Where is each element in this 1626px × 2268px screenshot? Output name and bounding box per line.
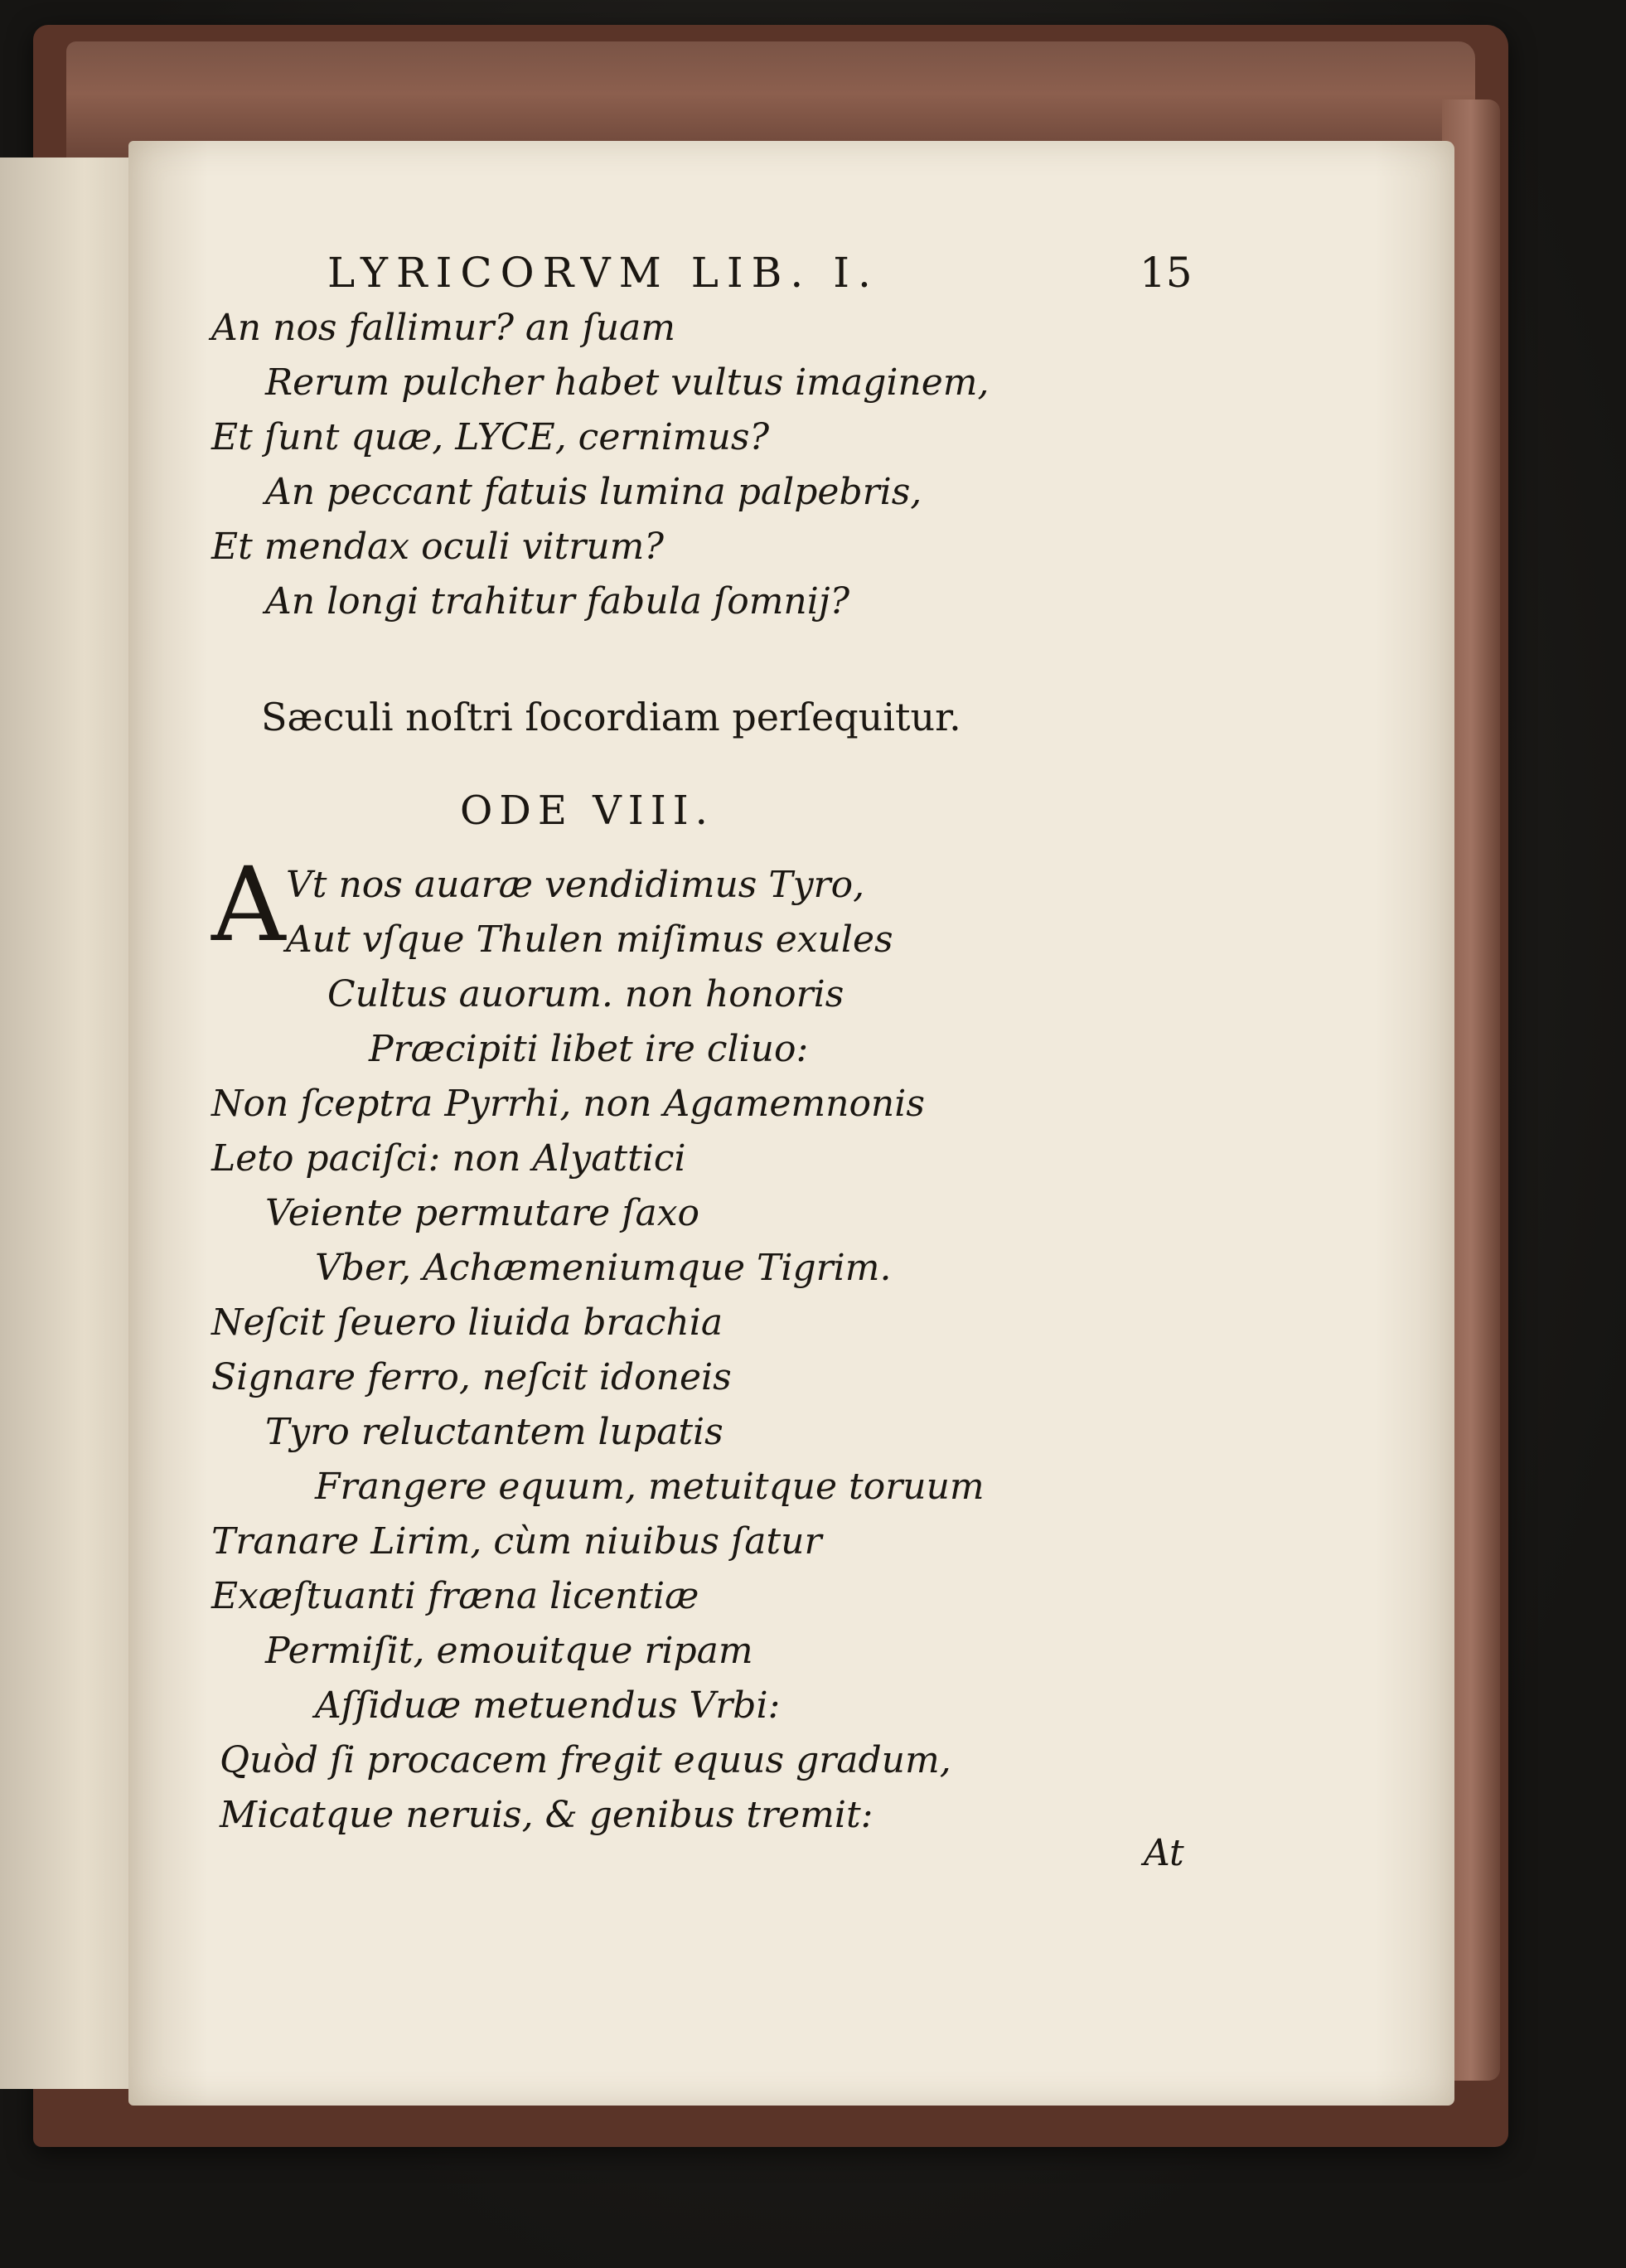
verse-line: Aſſiduæ metuendus Vrbi: [315, 1684, 781, 1727]
verse-line: Vt nos auaræ vendidimus Tyro, [286, 864, 865, 906]
verse-line: Et mendax oculi vitrum? [211, 526, 664, 568]
verse-line: An longi trahitur fabula ſomnij? [265, 580, 850, 623]
verse-line: Rerum pulcher habet vultus imaginem, [265, 361, 990, 404]
verse-line: Veiente permutare ſaxo [265, 1192, 700, 1234]
verse-line: Aut vſque Thulen miſimus exules [286, 918, 893, 961]
verse-line: Exæſtuanti fræna licentiæ [211, 1575, 699, 1617]
verse-line: Neſcit ſeuero liuida brachia [211, 1301, 723, 1344]
ode-title: ODE VIII. [460, 788, 714, 834]
verse-line: Micatque neruis, & genibus tremit: [220, 1794, 873, 1836]
drop-cap: A [211, 846, 286, 965]
verse-line: Permiſit, emouitque ripam [265, 1630, 753, 1672]
verse-line: Leto paciſci: non Alyattici [211, 1137, 686, 1180]
catchword: At [1144, 1832, 1184, 1874]
running-head: LYRICORVM LIB. I. [327, 249, 879, 297]
verse-line: Non ſceptra Pyrrhi, non Agamemnonis [211, 1083, 925, 1125]
verse-line: Cultus auorum. non honoris [327, 973, 844, 1015]
verse-line: Frangere equum, metuitque toruum [315, 1466, 985, 1508]
ode-summary: Sæculi noſtri ſocordiam perſequitur. [261, 695, 961, 739]
verse-line: Signare ferro, neſcit idoneis [211, 1356, 732, 1398]
verse-line: An nos fallimur? an ſuam [211, 307, 676, 349]
verse-line: Tranare Lirim, cùm niuibus ſatur [211, 1520, 822, 1563]
page-number: 15 [1140, 249, 1193, 297]
left-page-edge [0, 158, 141, 2089]
verse-line: An peccant fatuis lumina palpebris, [265, 471, 922, 513]
verse-line: Quòd ſi procacem fregit equus gradum, [220, 1739, 951, 1781]
verse-line: Vber, Achæmeniumque Tigrim. [315, 1247, 892, 1289]
page-block-top-edge [66, 41, 1475, 158]
page-header [203, 249, 1193, 298]
verse-line: Præcipiti libet ire cliuo: [369, 1028, 809, 1070]
verse-line: Tyro reluctantem lupatis [265, 1411, 723, 1453]
verse-line: Et ſunt quæ, LYCE, cernimus? [211, 416, 770, 458]
